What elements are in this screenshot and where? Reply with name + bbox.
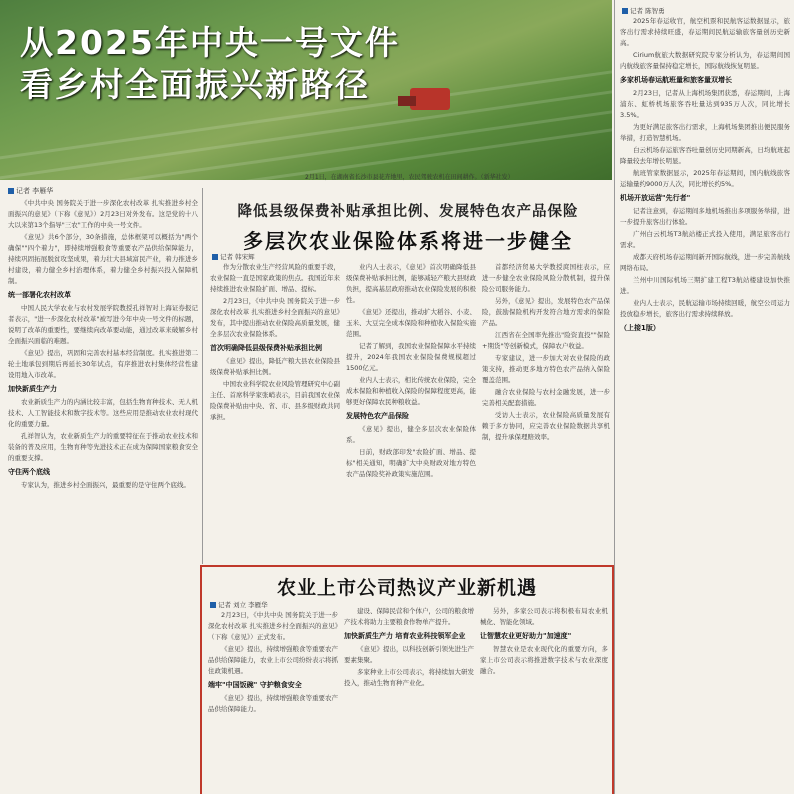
insurance-col-1: 作为分散农业生产经营风险的重要手段，农业保险一直是国家政策的焦点。我国近年来持续推进农业保险扩面、增品、提标。 2月23日，《中共中央 国务院关于进一步深化农村改革 扎实推进乡村全面振兴的意见》发布，其中提出推动农业保险高质量发展，健全多层次农业保险体系。 首次明确降低县级保费补贴承担比例 《意见》提出，降低产粮大县农业保险县级保费补贴承担比例。 中国农业科学院农业风险管理研究中心副主任、首席科学家张峭表示，目前我国农业保险保费补贴由中央、省、市、县多级财政共同承担。	[210, 263, 340, 421]
section-heading: 统一部署化农村改革	[8, 291, 71, 299]
section-heading: 首次明确降低县级保费补贴承担比例	[210, 344, 322, 352]
insurance-subtitle: 降低县级保费补贴承担比例、发展特色农产品保险	[237, 204, 579, 220]
section-heading: 机场开放运营"先行者"	[620, 194, 691, 202]
listed-reporter: 记者 刘立 李雁华	[210, 600, 268, 609]
section-heading: 守住两个底线	[8, 468, 50, 476]
insurance-headline	[206, 200, 610, 254]
tractor-image	[410, 88, 450, 110]
section-heading: 端牢"中国饭碗" 守护粮食安全	[208, 681, 302, 689]
listed-col-3: 另外，多家公司表示将积极布局农业机械化、智能化领域。 让智慧农业更好助力"加速度" 智慧农业是农业现代化的重要方向，多家上市公司表示将推进数字技术与农业深度融合。	[480, 607, 608, 675]
section-heading: 加快新质生产力	[8, 385, 57, 393]
continued-note: （上接1版）	[620, 324, 660, 332]
insurance-col-2: 业内人士表示，《意见》首次明确降低县级保费补贴承担比例，能够减轻产粮大县财政负担，提高基层政府推动农业保险发展的积极性。 《意见》还提出，推动扩大稻谷、小麦、玉米、大豆完全成本保险和种植收入保险实施范围。 记者了解到，我国农业保险保障水平持续提升，2024年我国农业保险保费规模超过1500亿元。 业内人士表示，相比传统农业保险，完全成本保险和种植收入保险的保障程度更高，能够更好保障农民种粮收益。 发展特色农产品保险 《意见》提出，健全多层次农业保险体系。 日前，财政部印发"农险扩面、增品、提标"相关通知，明确扩大中央财政对地方特色农产品保险奖补政策实施范围。	[346, 263, 476, 478]
section-heading: 让智慧农业更好助力"加速度"	[480, 632, 572, 640]
insurance-col-3: 首都经济贸易大学教授庹国柱表示，应进一步健全农业保险风险分散机制，提升保险公司服务能力。 另外，《意见》提出，发展特色农产品保险，鼓励保险机构开发符合地方需求的保险产品。 江西省在全国率先推出"险资直投""保险+期货"等创新模式，保障农户收益。 专家建议，进一步加大对农业保险的政策支持，推动更多地方特色农产品纳入保险覆盖范围。 融合农业保险与农村金融发展，进一步完善相关配套措施。 受访人士表示，农业保险高质量发展有赖于多方协同，应完善农业保险数据共享机制，提升承保理赔效率。	[482, 263, 610, 441]
section-heading: 发展特色农产品保险	[346, 412, 409, 420]
right-reporter: 记者 陈智勇	[622, 6, 665, 15]
photo-caption: 2月1日，在湖南省长沙市县花卉地里，农民驾驶农机在田间耕作。（新华社发）	[305, 174, 514, 181]
section-heading: 加快新质生产力 培育农业科技领军企业	[344, 632, 466, 640]
listed-title: 农业上市公司热议产业新机遇	[276, 577, 537, 599]
listed-col-2: 建设、保障民营和个体户，公司的粮食增产技术将助力主要粮食作物单产提升。 加快新质生产力 培育农业科技领军企业 《意见》提出，以科技创新引领先进生产要素集聚。 多家种业上市公司表示，将持续加大研发投入，推动生物育种产业化。	[344, 607, 474, 687]
insurance-reporter: 记者 韩宋辉	[212, 252, 255, 261]
right-column-body: 2025年春运收官，航空机票和民航客运数据显示，旅客出行需求持续旺盛，春运期间民航运输旅客量创历史新高。 Cirium航旅大数据研究院专家分析认为，春运期间国内航线旅客量保持稳定增长，国际航线恢复明显。 多家机场春运航班量和旅客量双增长 2月23日，记者从上海机场集团获悉，春运期间，上海浦东、虹桥机场旅客吞吐量达到935万人次，同比增长3.5%。 为更好满足旅客出行需求，上海机场集团推出便民服务举措，打造智慧机场。 白云机场春运旅客吞吐量创历史同期新高，日均航班起降量较去年增长明显。 航班管家数据显示，2025年春运期间，国内航线旅客运输量约9000万人次，同比增长约5%。 机场开放运营"先行者" 记者注意到，春运期间多地机场推出多项服务举措，进一步提升旅客出行体验。 广州白云机场T3航站楼正式投入使用，满足旅客出行需求。 成都天府机场春运期间新开国际航线，进一步完善航线网络布局。 兰州中川国际机场三期扩建工程T3航站楼建设加快推进。 业内人士表示，民航运输市场持续回暖，航空公司运力投放稳步增长，旅客出行需求持续释放。 （上接1版）	[620, 17, 790, 332]
main-reporter: 记者 李雁华	[8, 186, 53, 196]
insurance-title: 多层次农业保险体系将进一步健全	[243, 229, 573, 253]
section-heading: 多家机场春运航班量和旅客量双增长	[620, 76, 732, 84]
listed-col-1: 2月23日，《中共中央 国务院关于进一步深化农村改革 扎实推进乡村全面振兴的意见》（下称《意见》）正式发布。 《意见》提出，持续增强粮食等重要农产品供给保障能力，农业上市公司纷纷表示将抓住政策机遇。 端牢"中国饭碗" 守护粮食安全 《意见》提出，持续增强粮食等重要农产品供给保障能力。	[208, 611, 338, 713]
main-article-body: 《中共中央 国务院关于进一步深化农村改革 扎实推进乡村全面振兴的意见》（下称《意见》）2月23日对外发布。这是党的十八大以来第13个指导"三农"工作的中央一号文件。 《意见》共6个部分，30条措施，总体框架可以概括为"两个确保""四个着力"，即持续增强粮食等重要农产品供给保障能力，持续巩固拓展脱贫攻坚成果，着力壮大县域富民产业，着力推进乡村建设，着力健全乡村治理体系，着力健全乡村振兴投入保障机制。 统一部署化农村改革 中国人民大学农业与农村发展学院教授孔祥智对上海证券报记者表示，"进一步深化农村改革"被写进今年中央一号文件的标题，说明了改革的重要性，要继续向改革要动能，通过改革来破解乡村全面振兴面临的难题。 《意见》提出，巩固和完善农村基本经营制度。扎实推进第二轮土地承包到期后再延长30年试点，有序推进农村集体经营性建设用地入市改革。 加快新质生产力 农业新质生产力的内涵比较丰富，包括生物育种技术、无人机技术、人工智能技术和数字技术等。这些应用是推动农业农村现代化的重要力量。 孔祥智认为，农业新质生产力的重要特征在于推动农业技术和装备的普及应用，生物育种等先进技术正在成为保障国家粮食安全的重要支撑。 守住两个底线 专家认为，推进乡村全面振兴，最重要的是守住两个底线。	[8, 199, 198, 489]
hero-photo	[0, 0, 612, 180]
main-headline: 从2025年中央一号文件 看乡村全面振兴新路径	[20, 23, 400, 104]
